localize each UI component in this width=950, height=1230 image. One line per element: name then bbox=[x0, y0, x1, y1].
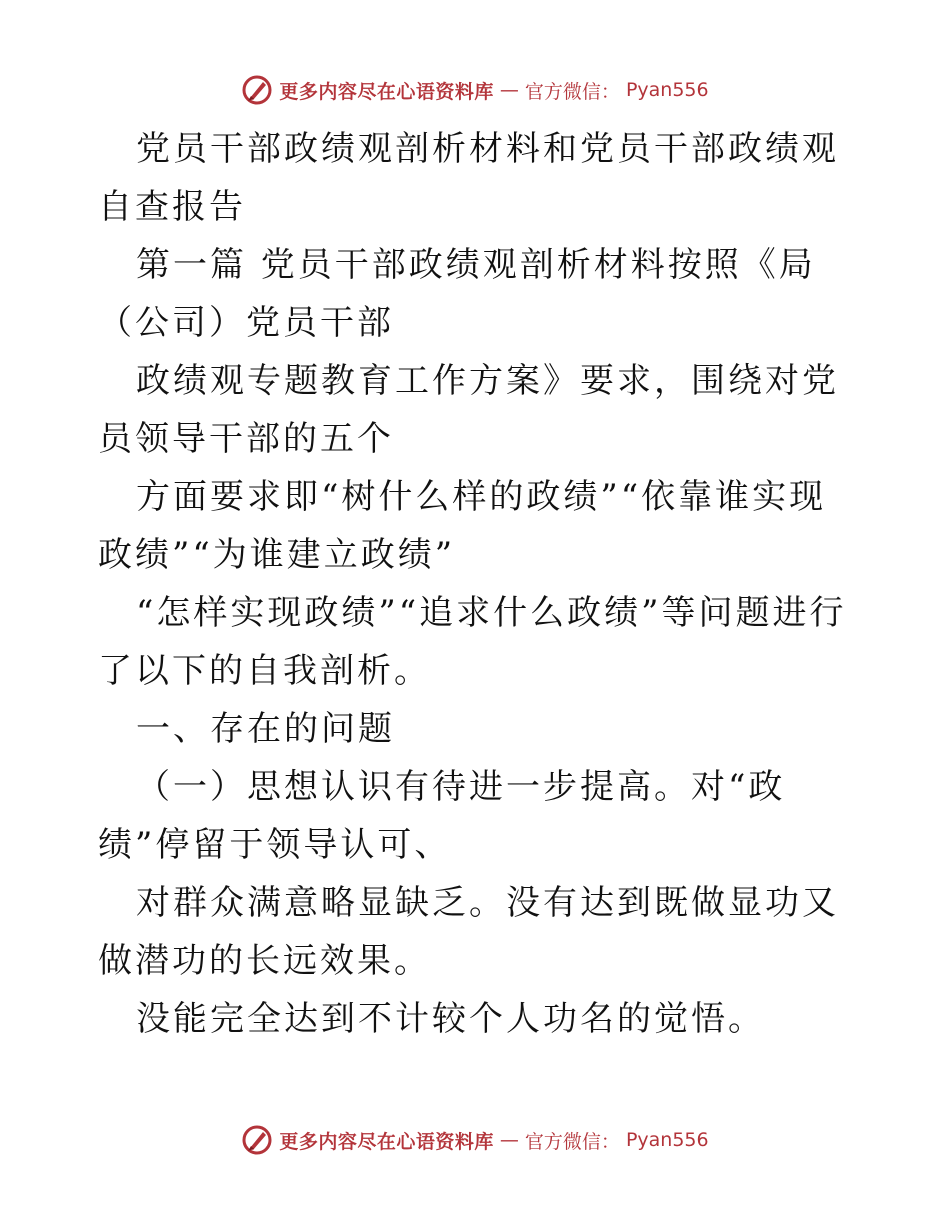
banner-wechat-label: 官方微信： bbox=[524, 1130, 620, 1153]
banner-brand-text: 更多内容尽在心语资料库 bbox=[279, 1130, 494, 1153]
footer-banner bbox=[0, 1120, 950, 1160]
section-heading: 一、存在的问题 bbox=[136, 709, 395, 749]
banner-wechat-id: Pyan556 bbox=[625, 79, 709, 101]
banner-separator: — bbox=[499, 1129, 519, 1151]
document-body bbox=[98, 120, 858, 1048]
paragraph: 对群众满意略显缺乏。没有达到既做显功又做潜功的长远效果。 bbox=[98, 883, 839, 981]
banner-wechat-label: 官方微信： bbox=[524, 80, 620, 103]
banner-brand-text: 更多内容尽在心语资料库 bbox=[279, 80, 494, 103]
paragraph: 第一篇 党员干部政绩观剖析材料按照《局（公司）党员干部 bbox=[98, 245, 816, 343]
banner-separator: — bbox=[499, 79, 519, 101]
paragraph: 没能完全达到不计较个人功名的觉悟。 bbox=[136, 999, 765, 1039]
header-banner bbox=[0, 70, 950, 110]
banner-wechat-id: Pyan556 bbox=[625, 1129, 709, 1151]
paragraph: （一）思想认识有待进一步提高。对“政绩”停留于领导认可、 bbox=[98, 767, 786, 865]
document-title: 党员干部政绩观剖析材料和党员干部政绩观自查报告 bbox=[98, 129, 839, 227]
paragraph: 政绩观专题教育工作方案》要求，围绕对党员领导干部的五个 bbox=[98, 361, 839, 459]
quill-pen-logo-icon bbox=[241, 1124, 273, 1156]
paragraph: “怎样实现政绩”“追求什么政绩”等问题进行了以下的自我剖析。 bbox=[98, 593, 847, 691]
paragraph: 方面要求即“树什么样的政绩”“依靠谁实现政绩”“为谁建立政绩” bbox=[98, 477, 827, 575]
quill-pen-logo-icon bbox=[241, 74, 273, 106]
